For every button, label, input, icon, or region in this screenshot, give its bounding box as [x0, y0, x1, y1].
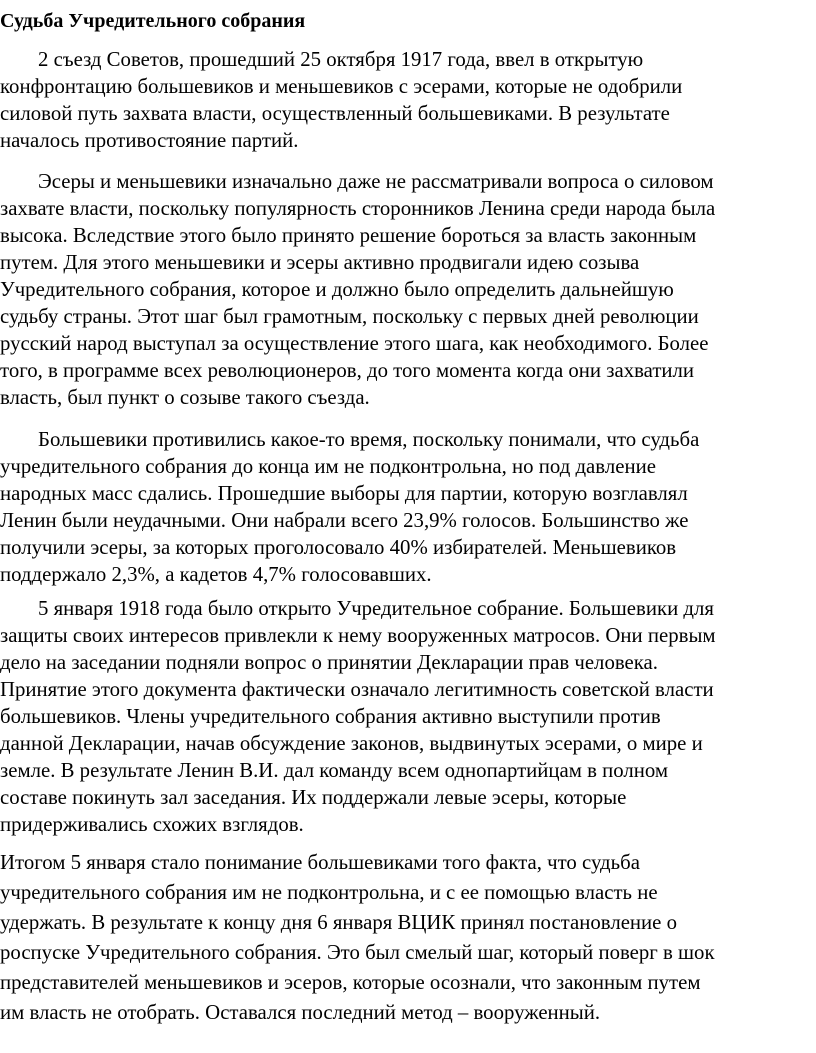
paragraph-line: народных масс сдались. Прошедшие выборы для партии, которую возглавлял: [0, 482, 688, 505]
paragraph-line: придерживались схожих взглядов.: [0, 813, 304, 836]
paragraph-line: поддержало 2,3%, а кадетов 4,7% голосовавших.: [0, 563, 432, 586]
paragraph-line: им власть не отобрать. Оставался последний метод – вооруженный.: [0, 1001, 601, 1024]
paragraph-line: учредительного собрания до конца им не подконтрольна, но под давление: [0, 455, 656, 478]
paragraph-line: учредительного собрания им не подконтрольна, и с ее помощью власть не: [0, 881, 658, 904]
paragraph-line: конфронтацию большевиков и меньшевиков с эсерами, которые не одобрили: [0, 75, 683, 98]
paragraph-line: русский народ выступал за осуществление этого шага, как необходимого. Более: [0, 332, 709, 355]
paragraph-line: получили эсеры, за которых проголосовало 40% избирателей. Меньшевиков: [0, 536, 677, 559]
paragraph-line: защиты своих интересов привлекли к нему вооруженных матросов. Они первым: [0, 624, 716, 647]
paragraph-line: роспуске Учредительного собрания. Это был смелый шаг, который поверг в шок: [0, 941, 715, 964]
paragraph-line: того, в программе всех революционеров, до того момента когда они захватили: [0, 359, 695, 382]
page-title: Судьба Учредительного собрания: [0, 10, 306, 32]
paragraph-line: власть, был пункт о созыве такого съезда.: [0, 386, 370, 409]
paragraph-line: Принятие этого документа фактически означало легитимность советской власти: [0, 678, 714, 701]
paragraph-line: Учредительного собрания, которое и должно было определить дальнейшую: [0, 278, 674, 301]
paragraph-line: 2 съезд Советов, прошедший 25 октября 1917 года, ввел в открытую: [38, 48, 644, 71]
paragraph-line: составе покинуть зал заседания. Их поддержали левые эсеры, которые: [0, 786, 627, 809]
paragraph-line: дело на заседании подняли вопрос о принятии Декларации прав человека.: [0, 651, 658, 674]
paragraph-line: представителей меньшевиков и эсеров, которые осознали, что законным путем: [0, 971, 701, 994]
paragraph-line: Ленин были неудачными. Они набрали всего 23,9% голосов. Большинство же: [0, 509, 689, 532]
paragraph-line: данной Декларации, начав обсуждение законов, выдвинутых эсерами, о мире и: [0, 732, 703, 755]
paragraph-line: захвате власти, поскольку популярность сторонников Ленина среди народа была: [0, 197, 716, 220]
paragraph-line: большевиков. Члены учредительного собрания активно выступили против: [0, 705, 661, 728]
paragraph-line: Эсеры и меньшевики изначально даже не рассматривали вопроса о силовом: [38, 170, 714, 193]
paragraph-line: высока. Вследствие этого было принято решение бороться за власть законным: [0, 224, 697, 247]
paragraph-line: судьбу страны. Этот шаг был грамотным, поскольку с первых дней революции: [0, 305, 699, 328]
paragraph-line: путем. Для этого меньшевики и эсеры активно продвигали идею созыва: [0, 251, 640, 274]
paragraph-line: Итогом 5 января стало понимание большевиками того факта, что судьба: [0, 851, 640, 874]
paragraph-line: началось противостояние партий.: [0, 129, 299, 152]
paragraph-line: Большевики противились какое-то время, поскольку понимали, что судьба: [38, 428, 700, 451]
paragraph-line: силовой путь захвата власти, осуществленный большевиками. В результате: [0, 102, 670, 125]
paragraph-line: удержать. В результате к концу дня 6 января ВЦИК принял постановление о: [0, 911, 678, 934]
paragraph-line: 5 января 1918 года было открыто Учредительное собрание. Большевики для: [38, 597, 714, 620]
paragraph-line: земле. В результате Ленин В.И. дал команду всем однопартийцам в полном: [0, 759, 669, 782]
